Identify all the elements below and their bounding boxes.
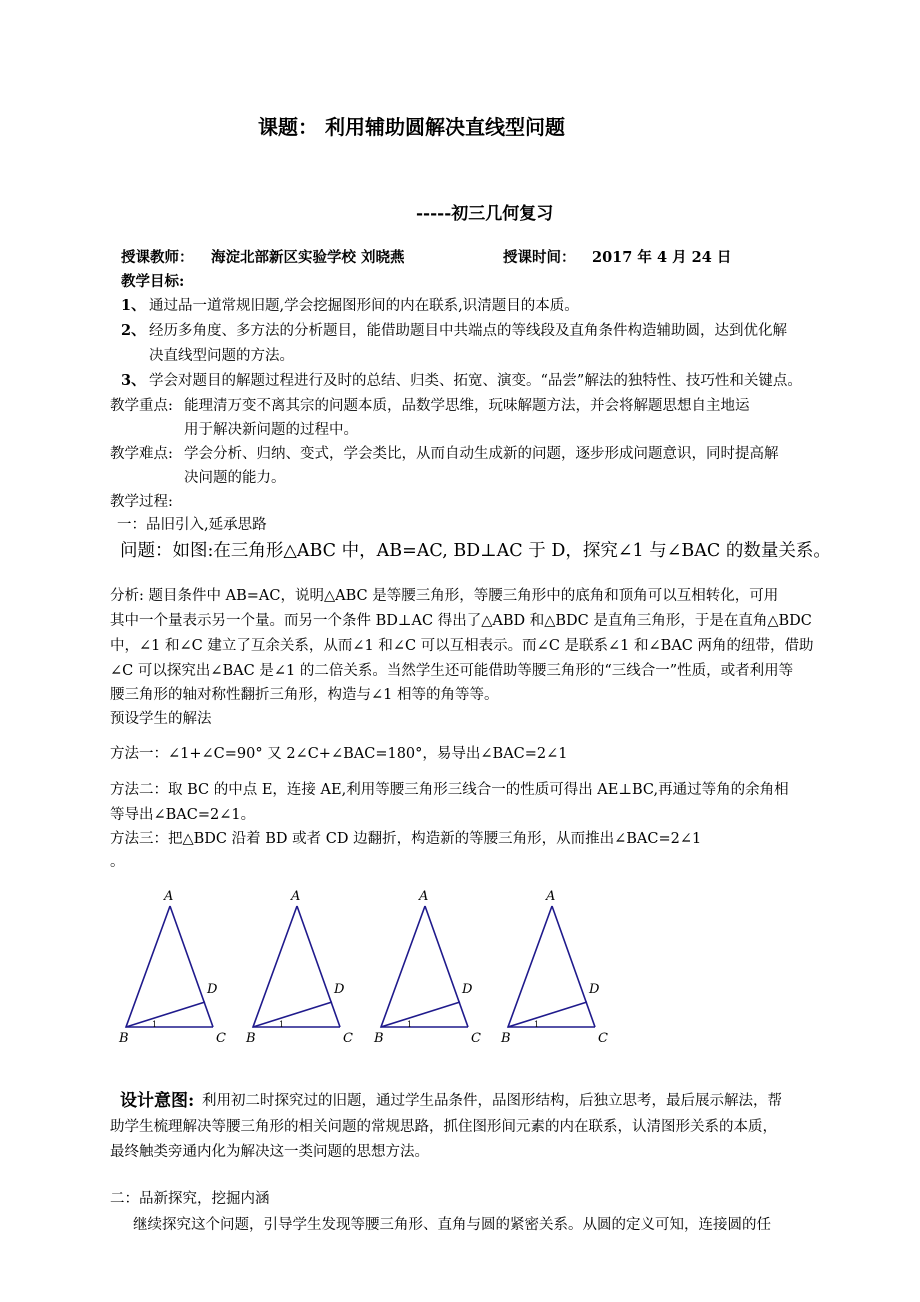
section-two-text: 继续探究这个问题，引导学生发现等腰三角形、直角与圆的紧密关系。从圆的定义可知，连接圆的任 <box>133 1217 771 1233</box>
goal-item-continued: 决直线型问题的方法。 <box>149 348 294 364</box>
vertex-label-a: A <box>291 889 301 904</box>
side-ac <box>170 906 213 1027</box>
goal-number: 1、 <box>121 297 146 314</box>
vertex-label-d: D <box>334 982 345 997</box>
focus-text: 能理清万变不离其宗的问题本质，品数学思维，玩味解题方法，并会将解题思想自主地运 <box>184 398 750 414</box>
side-ab-bc <box>508 906 595 1027</box>
process-heading: 教学过程: <box>110 494 173 510</box>
triangle-figure <box>243 882 363 1047</box>
vertex-label-c: C <box>598 1031 608 1046</box>
vertex-label-b: B <box>246 1031 256 1046</box>
triangle-lines <box>126 906 213 1027</box>
time-label: 授课时间： <box>503 249 576 266</box>
triangle-lines <box>253 906 340 1027</box>
vertex-label-c: C <box>471 1031 481 1046</box>
side-ab-bc <box>126 906 213 1027</box>
analysis-line: 分析: 题目条件中 AB=AC，说明△ABC 是等腰三角形，等腰三角形中的底角和顶角可以互相转化，可用 <box>110 588 779 604</box>
goal-item: 学会对题目的解题过程进行及时的总结、归类、拓宽、演变。“品尝”解法的独特性、技巧性和关键点。 <box>149 373 802 389</box>
vertex-label-d: D <box>207 982 218 997</box>
problem-statement: 问题：如图:在三角形△ABC 中，AB=AC, BD⊥AC 于 D，探究∠1 与∠BAC 的数量关系。 <box>120 541 831 561</box>
goals-heading: 教学目标: <box>121 273 185 290</box>
vertex-label-d: D <box>462 982 473 997</box>
method-two-continued: 等导出∠BAC=2∠1。 <box>110 807 256 823</box>
stray-punctuation: 。 <box>110 854 125 870</box>
difficulty-label: 教学难点: <box>110 446 173 462</box>
difficulty-text-continued: 决问题的能力。 <box>184 470 286 486</box>
analysis-line: 腰三角形的轴对称性翻折三角形，构造与∠1 相等的角等等。 <box>110 687 499 703</box>
triangle-figure <box>371 882 491 1047</box>
vertex-label-c: C <box>216 1031 226 1046</box>
angle-label-1: 1 <box>279 1020 285 1029</box>
side-ac <box>425 906 468 1027</box>
side-ac <box>297 906 340 1027</box>
vertex-label-d: D <box>589 982 600 997</box>
preset-solutions-heading: 预设学生的解法 <box>110 711 212 727</box>
analysis-line: 其中一个量表示另一个量。而另一个条件 BD⊥AC 得出了△ABD 和△BDC 是直角三角形，于是在直角△BDC <box>110 613 812 629</box>
vertex-label-c: C <box>343 1031 353 1046</box>
triangle-lines <box>508 906 595 1027</box>
vertex-label-a: A <box>164 889 174 904</box>
triangle-figure <box>498 882 618 1047</box>
page-title: 课题： 利用辅助圆解决直线型问题 <box>258 115 565 139</box>
altitude-bd <box>253 1002 332 1027</box>
goal-number: 2、 <box>121 322 146 339</box>
goal-item: 通过品一道常规旧题,学会挖掘图形间的内在联系,识清题目的本质。 <box>149 298 579 314</box>
difficulty-text: 学会分析、归纳、变式，学会类比，从而自动生成新的问题，逐步形成问题意识，同时提高解 <box>184 446 779 462</box>
vertex-label-b: B <box>119 1031 129 1046</box>
vertex-label-b: B <box>501 1031 511 1046</box>
altitude-bd <box>126 1002 205 1027</box>
side-ac <box>552 906 595 1027</box>
design-intent-text: 利用初二时探究过的旧题，通过学生品条件，品图形结构，后独立思考，最后展示解法，帮 <box>202 1093 782 1109</box>
analysis-line: 中，∠1 和∠C 建立了互余关系，从而∠1 和∠C 可以互相表示。而∠C 是联系∠1 和∠BAC 两角的纽带，借助 <box>110 638 814 654</box>
lesson-date: 2017 年 4 月 24 日 <box>592 249 732 266</box>
vertex-label-b: B <box>374 1031 384 1046</box>
angle-label-1: 1 <box>534 1020 540 1029</box>
section-one-heading: 一：品旧引入,延承思路 <box>117 517 267 533</box>
altitude-bd <box>508 1002 587 1027</box>
page-subtitle: -----初三几何复习 <box>416 204 554 224</box>
teacher-name: 海淀北部新区实验学校 刘晓燕 <box>211 249 405 266</box>
vertex-label-a: A <box>546 889 556 904</box>
teacher-label: 授课教师： <box>121 249 194 266</box>
method-one: 方法一：∠1+∠C=90° 又 2∠C+∠BAC=180°，易导出∠BAC=2∠1 <box>110 746 568 762</box>
triangle-lines <box>381 906 468 1027</box>
method-two: 方法二：取 BC 的中点 E，连接 AE,利用等腰三角形三线合一的性质可得出 AE⊥BC,再通过等角的余角相 <box>110 782 789 798</box>
section-two-heading: 二：品新探究，挖掘内涵 <box>110 1191 270 1207</box>
analysis-line: ∠C 可以探究出∠BAC 是∠1 的二倍关系。当然学生还可能借助等腰三角形的“三线合一”性质，或者利用等 <box>110 663 794 679</box>
angle-label-1: 1 <box>152 1020 158 1029</box>
design-intent-text-continued: 助学生梳理解决等腰三角形的相关问题的常规思路，抓住图形间元素的内在联系，认清图形关系的本质， <box>110 1119 777 1135</box>
focus-text-continued: 用于解决新问题的过程中。 <box>184 422 358 438</box>
side-ab-bc <box>253 906 340 1027</box>
side-ab-bc <box>381 906 468 1027</box>
goal-item: 经历多角度、多方法的分析题目，能借助题目中共端点的等线段及直角条件构造辅助圆，达到优化解 <box>149 323 787 339</box>
focus-label: 教学重点: <box>110 398 173 414</box>
design-intent-text-continued: 最终触类旁通内化为解决这一类问题的思想方法。 <box>110 1144 429 1160</box>
altitude-bd <box>381 1002 460 1027</box>
design-intent-label: 设计意图: <box>120 1091 195 1111</box>
method-three: 方法三：把△BDC 沿着 BD 或者 CD 边翻折，构造新的等腰三角形，从而推出∠BAC=2∠1 <box>110 831 702 847</box>
goal-number: 3、 <box>121 372 146 389</box>
vertex-label-a: A <box>419 889 429 904</box>
triangle-figure <box>116 882 236 1047</box>
angle-label-1: 1 <box>407 1020 413 1029</box>
